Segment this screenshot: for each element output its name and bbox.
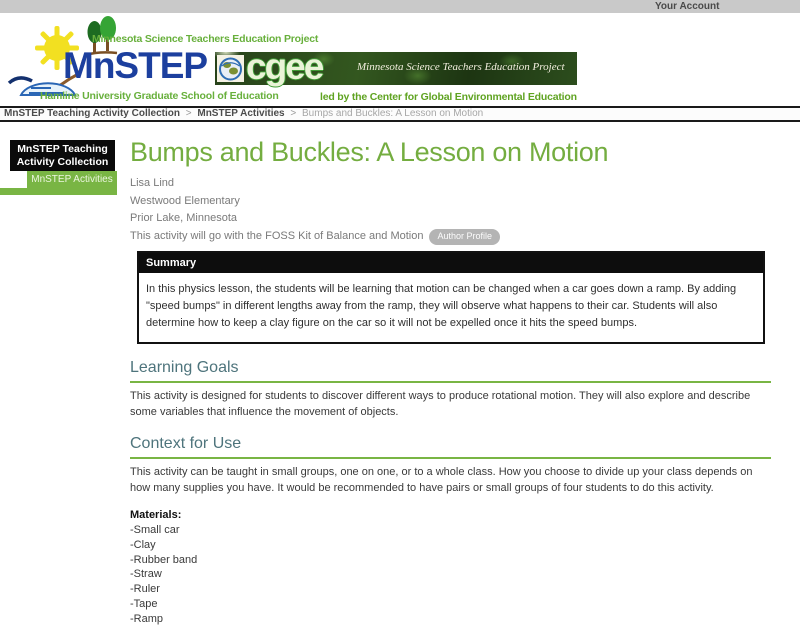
author-name: Lisa Lind bbox=[130, 177, 175, 189]
context-for-use-heading: Context for Use bbox=[130, 435, 242, 452]
top-account-bar bbox=[0, 0, 800, 13]
sidebar bbox=[0, 140, 117, 195]
section-context-for-use bbox=[130, 434, 771, 496]
section-learning-goals bbox=[130, 358, 771, 420]
breadcrumb-separator: > bbox=[185, 108, 192, 119]
page-title: Bumps and Buckles: A Lesson on Motion bbox=[130, 137, 609, 167]
material-item: -Ramp bbox=[130, 612, 164, 625]
cgee-banner[interactable] bbox=[215, 46, 577, 87]
summary-box bbox=[137, 251, 765, 344]
breadcrumb-separator: > bbox=[290, 108, 297, 119]
breadcrumb-link-collection[interactable]: MnSTEP Teaching Activity Collection bbox=[4, 108, 180, 119]
your-account-link[interactable]: Your Account bbox=[655, 1, 720, 12]
mnstep-wordmark: MnSTEP bbox=[63, 45, 208, 86]
author-location: Prior Lake, Minnesota bbox=[130, 212, 237, 224]
globe-icon bbox=[217, 55, 244, 82]
section-rule bbox=[130, 381, 771, 383]
context-for-use-text: This activity can be taught in small groups, one on one, or to a whole class. How you choose to divide up your class depends on how many supplies you have. It would be recommended to have pairs or small groups of four students to do this activity. bbox=[130, 466, 753, 494]
learning-goals-heading: Learning Goals bbox=[130, 359, 239, 376]
breadcrumb-current-page: Bumps and Buckles: A Lesson on Motion bbox=[302, 108, 484, 119]
sidebar-accent-bar bbox=[0, 188, 117, 195]
section-rule bbox=[130, 457, 771, 459]
breadcrumb bbox=[0, 106, 800, 122]
cgee-tagline: Minnesota Science Teachers Education Project bbox=[357, 61, 565, 73]
materials-block bbox=[130, 507, 771, 627]
cgee-wordmark: cgee bbox=[246, 46, 323, 87]
author-profile-button[interactable]: Author Profile bbox=[429, 229, 500, 245]
learning-goals-text: This activity is designed for students to discover different ways to produce rotational motion. They will also explore and describe some variables that influence the movement of objects. bbox=[130, 390, 751, 418]
author-school: Westwood Elementary bbox=[130, 194, 240, 207]
material-item: -Rubber band bbox=[130, 553, 198, 566]
cgee-subtitle: led by the Center for Global Environmental Education bbox=[320, 91, 577, 103]
sidebar-item-activities[interactable]: MnSTEP Activities bbox=[27, 171, 117, 188]
summary-text: In this physics lesson, the students will be learning that motion can be changed when a car goes down a ramp. By adding "speed bumps" in different lengths away from the ramp, they will observe what happens to their car. Students will also determine how to keep a clay figure on the car so it will not be expelled once it hits the speed bumps. bbox=[146, 283, 737, 329]
author-block bbox=[130, 175, 771, 245]
summary-heading: Summary bbox=[139, 253, 763, 273]
material-item: -Tape bbox=[130, 597, 158, 610]
author-note: This activity will go with the FOSS Kit of Balance and Motion bbox=[130, 229, 424, 242]
mnstep-tagline: Minnesota Science Teachers Education Project bbox=[92, 33, 319, 45]
sidebar-item-collection[interactable]: MnSTEP Teaching Activity Collection bbox=[10, 140, 115, 171]
material-item: -Ruler bbox=[130, 583, 160, 596]
material-item: -Straw bbox=[130, 568, 162, 581]
author-note-row bbox=[130, 228, 771, 246]
breadcrumb-link-activities[interactable]: MnSTEP Activities bbox=[197, 108, 285, 119]
material-item: -Clay bbox=[130, 538, 156, 551]
hamline-line: Hamline University Graduate School of Education bbox=[40, 90, 279, 102]
material-item: -Small car bbox=[130, 524, 180, 536]
materials-heading: Materials: bbox=[130, 509, 182, 521]
site-header bbox=[0, 13, 800, 106]
main-content bbox=[130, 121, 771, 627]
